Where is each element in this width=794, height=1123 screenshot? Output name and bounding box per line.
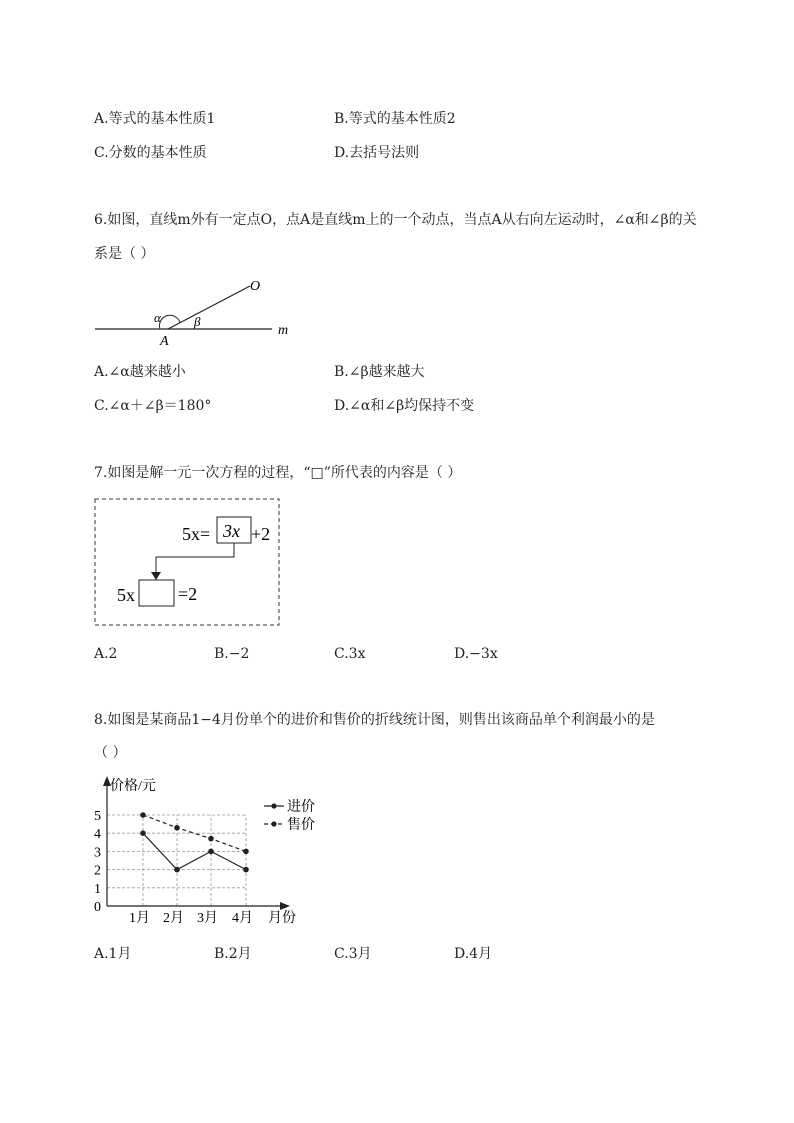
eq-bottom-left: 5x <box>117 585 135 605</box>
q6-figure <box>90 272 310 352</box>
q5-option-d: D.去括号法则 <box>334 145 420 161</box>
y-tick-label: 5 <box>94 809 101 824</box>
label-a: A <box>160 334 169 349</box>
x-axis-arrow <box>280 902 290 910</box>
q7-figure <box>94 498 282 628</box>
q5-option-c: C.分数的基本性质 <box>94 145 207 161</box>
legend-marker <box>271 821 276 826</box>
q7-option-a: A.2 <box>94 646 118 662</box>
answer-box <box>139 580 174 606</box>
x-tick-label: 1月 <box>129 911 150 926</box>
data-point <box>174 825 180 831</box>
q6-option-c: C.∠α＋∠β＝180° <box>94 398 212 414</box>
data-point <box>243 849 249 855</box>
q5-option-a: A.等式的基本性质1 <box>94 111 216 127</box>
q7-option-b: B.−2 <box>214 646 250 662</box>
legend-label: 进价 <box>287 800 315 815</box>
q8-option-c: C.3月 <box>334 946 372 962</box>
q6-stem-line1: 6.如图，直线m外有一定点O，点A是直线m上的一个动点，当点A从右向左运动时，∠α和∠β的关 <box>94 212 697 228</box>
q7-stem: 7.如图是解一元一次方程的过程，“□”所代表的内容是（ ） <box>94 465 462 481</box>
y-tick-label: 2 <box>94 863 101 879</box>
q5-option-b: B.等式的基本性质2 <box>334 111 456 127</box>
data-point <box>243 867 249 873</box>
label-m: m <box>278 323 289 338</box>
x-tick-label: 2月 <box>163 911 184 926</box>
q8-option-b: B.2月 <box>214 946 252 962</box>
q6-option-b: B.∠β越来越大 <box>334 364 425 380</box>
x-axis-label: 月份 <box>268 911 296 926</box>
label-o: O <box>250 279 261 294</box>
q8-stem-line2: （ ） <box>94 745 127 761</box>
x-tick-label: 3月 <box>197 911 218 926</box>
y-tick-label: 1 <box>94 881 101 897</box>
label-alpha: α <box>154 310 161 325</box>
y-tick-label: 0 <box>94 900 101 915</box>
eq-top-right: +2 <box>251 524 271 544</box>
q8-stem-line1: 8.如图是某商品1−4月份单个的进价和售价的折线统计图，则售出该商品单个利润最小的是 <box>94 712 655 728</box>
data-point <box>140 812 146 818</box>
data-point <box>208 836 214 842</box>
data-point <box>174 867 180 873</box>
data-point <box>140 830 146 836</box>
label-beta: β <box>194 314 201 329</box>
legend-label: 售价 <box>287 818 315 833</box>
y-tick-label: 3 <box>94 845 101 861</box>
q6-option-d: D.∠α和∠β均保持不变 <box>334 398 475 414</box>
eq-bottom-right: =2 <box>178 584 198 604</box>
q8-option-a: A.1月 <box>94 946 132 962</box>
q8-line-chart <box>88 772 318 932</box>
y-axis-label: 价格/元 <box>110 779 156 794</box>
q6-option-a: A.∠α越来越小 <box>94 364 186 380</box>
eq-box-top: 3x <box>223 521 240 541</box>
legend-marker <box>271 803 276 808</box>
q7-option-c: C.3x <box>334 646 366 662</box>
q7-option-d: D.−3x <box>454 646 498 662</box>
x-tick-label: 4月 <box>232 911 253 926</box>
q6-stem-line2: 系是（ ） <box>94 246 155 262</box>
eq-top-left: 5x= <box>182 524 211 544</box>
q8-option-d: D.4月 <box>454 946 493 962</box>
y-tick-label: 4 <box>94 827 101 843</box>
data-point <box>208 849 214 855</box>
